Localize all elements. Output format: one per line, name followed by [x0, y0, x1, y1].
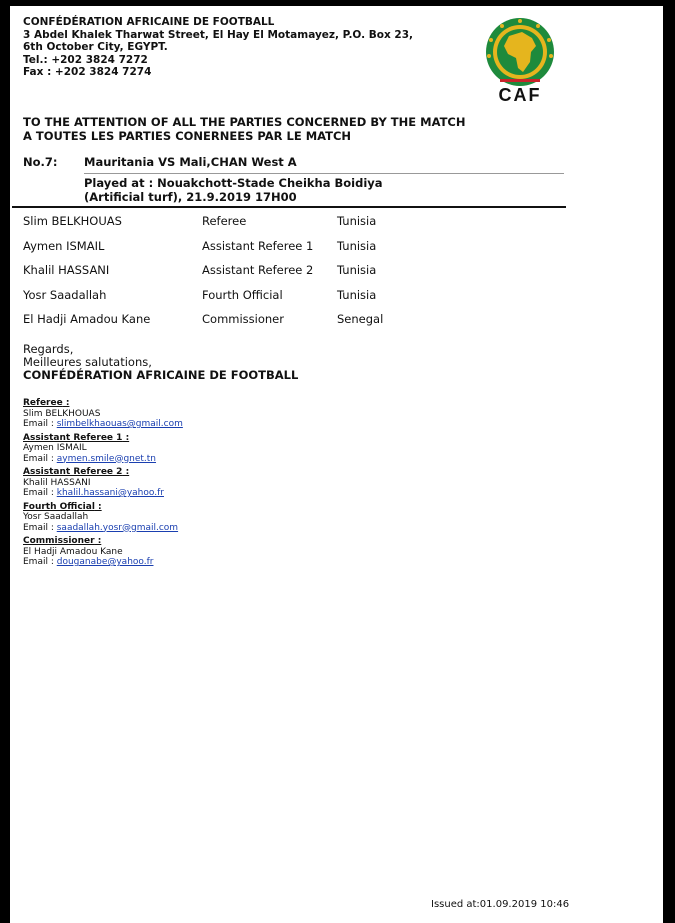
contact-role: Assistant Referee 2 :: [23, 467, 130, 477]
official-name: Yosr Saadallah: [23, 287, 107, 302]
attention-fr: A TOUTES LES PARTIES CONERNEES PAR LE MATCH: [23, 128, 352, 143]
contact-role: Referee :: [23, 398, 70, 408]
email-link[interactable]: douganabe@yahoo.fr: [56, 557, 154, 567]
official-role: Assistant Referee 1: [202, 238, 314, 253]
fax: Fax : +202 3824 7274: [23, 66, 152, 79]
regards-text: Regards,: [23, 342, 74, 356]
official-country: Tunisia: [337, 263, 377, 278]
closing-block: [23, 343, 298, 383]
contact-email: Email : khalil.hassani@yahoo.fr: [23, 488, 164, 498]
official-country: Tunisia: [337, 287, 377, 302]
contact-name: Slim BELKHOUAS: [23, 408, 101, 419]
phone: Tel.: +202 3824 7272: [23, 53, 148, 66]
official-country: Senegal: [337, 312, 384, 327]
contact-email: Email : slimbelkhaouas@gmail.com: [23, 419, 183, 429]
contact-role: Fourth Official :: [23, 501, 102, 512]
attention-block: [23, 116, 466, 143]
email-link[interactable]: saadallah.yosr@gmail.com: [56, 522, 179, 533]
contact-role: Assistant Referee 1 :: [23, 432, 130, 443]
issued-timestamp: Issued at:01.09.2019 10:46: [431, 899, 570, 910]
email-link[interactable]: slimbelkhaouas@gmail.com: [56, 419, 183, 429]
contact-email: Email : douganabe@yahoo.fr: [23, 557, 154, 567]
contacts-list: [23, 398, 183, 568]
contact-name: Yosr Saadallah: [23, 512, 89, 522]
email-link[interactable]: aymen.smile@gnet.tn: [56, 453, 157, 464]
org-name: CONFÉDÉRATION AFRICAINE DE FOOTBALL: [23, 16, 275, 28]
match-venue: Played at : Nouakchott-Stade Cheikha Boidiya (Artificial turf), 21.9.2019 17H00: [84, 176, 383, 204]
salutations-text: Meilleures salutations,: [23, 355, 152, 370]
divider: [84, 173, 564, 174]
attention-en: TO THE ATTENTION OF ALL THE PARTIES CONCERNED BY THE MATCH: [23, 115, 466, 129]
official-country: Tunisia: [337, 238, 377, 253]
official-name: Khalil HASSANI: [23, 263, 110, 278]
contact-email: Email : aymen.smile@gnet.tn: [23, 453, 157, 464]
address-line-1: 3 Abdel Khalek Tharwat Street, El Hay El Motamayez, P.O. Box 23,: [23, 28, 414, 41]
match-number: No.7:: [23, 155, 58, 169]
official-name: Aymen ISMAIL: [23, 238, 105, 253]
contact-name: Khalil HASSANI: [23, 477, 91, 488]
official-role: Commissioner: [202, 312, 284, 327]
contact-role: Commissioner :: [23, 536, 102, 546]
signature: CONFÉDÉRATION AFRICAINE DE FOOTBALL: [23, 368, 299, 383]
letterhead: [23, 16, 413, 79]
email-link[interactable]: khalil.hassani@yahoo.fr: [56, 488, 164, 498]
address-line-2: 6th October City, EGYPT.: [23, 41, 168, 54]
contact-email: Email : saadallah.yosr@gmail.com: [23, 522, 179, 533]
match-title: Mauritania VS Mali,CHAN West A: [84, 155, 297, 169]
divider-thick: [12, 206, 566, 208]
caf-logo-icon: [476, 16, 564, 106]
official-role: Assistant Referee 2: [202, 263, 314, 278]
caf-logo-text: CAF: [498, 85, 542, 105]
official-name: Slim BELKHOUAS: [23, 214, 122, 228]
contact-name: Aymen ISMAIL: [23, 443, 87, 453]
document-page: [10, 6, 663, 923]
official-role: Fourth Official: [202, 287, 283, 302]
official-name: El Hadji Amadou Kane: [23, 312, 151, 327]
contact-name: El Hadji Amadou Kane: [23, 546, 123, 557]
official-country: Tunisia: [337, 214, 377, 228]
official-role: Referee: [202, 214, 247, 228]
